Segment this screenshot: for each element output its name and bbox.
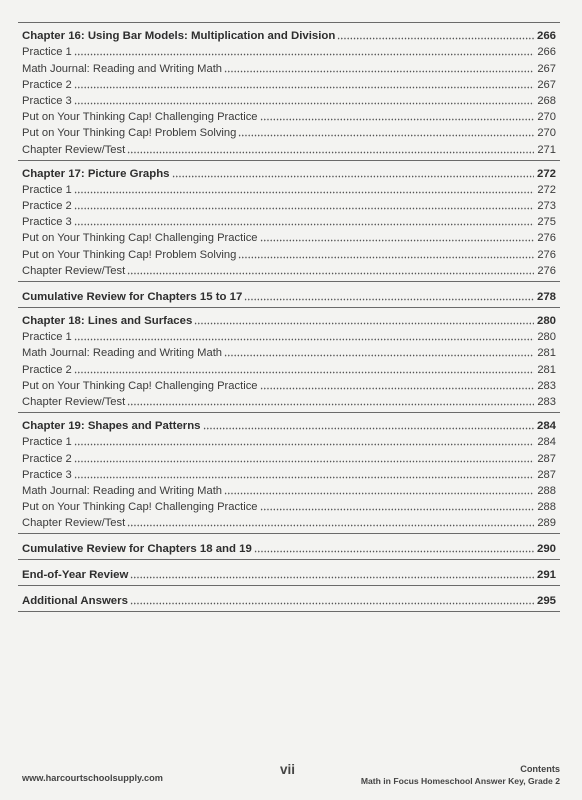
toc-page-number: 276 [537, 232, 556, 245]
table-of-contents [18, 22, 560, 612]
dot-leader [172, 175, 535, 178]
toc-page-number: 284 [536, 420, 556, 433]
toc-page-number: 281 [537, 363, 556, 376]
toc-entry-label: Put on Your Thinking Cap! Challenging Practice [22, 111, 258, 124]
toc-entry-label: Practice 3 [22, 94, 72, 107]
dot-leader [74, 443, 534, 446]
dot-leader [203, 427, 534, 430]
dot-leader [238, 256, 534, 259]
toc-heading-row [22, 590, 556, 608]
toc-entry-row [22, 449, 556, 465]
toc-page-number: 266 [536, 30, 556, 43]
dot-leader [254, 550, 534, 553]
toc-section [18, 534, 560, 560]
toc-page-number: 288 [537, 501, 556, 514]
toc-section [18, 282, 560, 308]
toc-section [18, 413, 560, 534]
toc-entry-row [22, 328, 556, 344]
toc-page-number: 271 [537, 143, 556, 156]
toc-entry-label: Practice 2 [22, 78, 72, 91]
footer-website: www.harcourtschoolsupply.com [22, 773, 163, 783]
toc-page-number: 289 [537, 517, 556, 530]
toc-entry-label: Put on Your Thinking Cap! Challenging Practice [22, 379, 258, 392]
toc-entry-row [22, 197, 556, 213]
toc-entry-label: Additional Answers [22, 595, 128, 608]
toc-page-number: 287 [537, 468, 556, 481]
toc-section [18, 560, 560, 586]
toc-entry-label: Practice 2 [22, 452, 72, 465]
toc-entry-row [22, 59, 556, 75]
toc-entry-row [22, 229, 556, 245]
toc-entry-label: Chapter 16: Using Bar Models: Multiplication and Division [22, 30, 336, 43]
dot-leader [127, 151, 534, 154]
toc-entry-label: Cumulative Review for Chapters 15 to 17 [22, 290, 243, 303]
footer-book-title: Math in Focus Homeschool Answer Key, Grade 2 [360, 776, 560, 786]
toc-entry-label: Practice 1 [22, 331, 72, 344]
dot-leader [194, 322, 534, 325]
toc-entry-label: Math Journal: Reading and Writing Math [22, 347, 223, 360]
toc-section [18, 586, 560, 611]
dot-leader [130, 602, 534, 605]
dot-leader [238, 134, 534, 137]
toc-entry-row [22, 140, 556, 156]
toc-entry-row [22, 393, 556, 409]
toc-entry-label: Put on Your Thinking Cap! Challenging Practice [22, 232, 258, 245]
toc-section [18, 308, 560, 413]
dot-leader [74, 223, 534, 226]
toc-heading-row [22, 27, 556, 43]
toc-page-number: 266 [537, 46, 556, 59]
toc-page-number: 278 [536, 290, 556, 303]
toc-page-number: 280 [537, 331, 556, 344]
dot-leader [130, 576, 534, 579]
toc-entry-label: Put on Your Thinking Cap! Problem Solving [22, 127, 237, 140]
toc-page-number: 295 [536, 595, 556, 608]
toc-entry-row [22, 213, 556, 229]
toc-entry-row [22, 76, 556, 92]
toc-page-number: 273 [537, 200, 556, 213]
toc-page-number: 283 [537, 379, 556, 392]
toc-entry-row [22, 466, 556, 482]
toc-entry-label: Practice 3 [22, 468, 72, 481]
toc-page-number: 270 [537, 111, 556, 124]
toc-heading-row [22, 312, 556, 328]
dot-leader [224, 492, 534, 495]
toc-page-number: 287 [537, 452, 556, 465]
toc-entry-row [22, 92, 556, 108]
dot-leader [74, 460, 534, 463]
toc-page-number: 267 [537, 78, 556, 91]
toc-entry-label: Chapter Review/Test [22, 264, 126, 277]
toc-entry-row [22, 482, 556, 498]
toc-entry-label: Cumulative Review for Chapters 18 and 19 [22, 543, 252, 556]
toc-entry-label: Practice 2 [22, 363, 72, 376]
toc-entry-row [22, 433, 556, 449]
toc-page-number: 276 [537, 248, 556, 261]
toc-page-number: 280 [536, 315, 556, 327]
toc-page-number: 283 [537, 395, 556, 408]
toc-page-number: 288 [537, 484, 556, 497]
toc-entry-label: Put on Your Thinking Cap! Problem Solving [22, 248, 237, 261]
dot-leader [244, 298, 534, 301]
toc-entry-label: Chapter 19: Shapes and Patterns [22, 420, 201, 433]
toc-entry-label: Practice 3 [22, 216, 72, 229]
toc-page-number: 272 [537, 183, 556, 196]
toc-entry-label: Math Journal: Reading and Writing Math [22, 62, 223, 75]
toc-entry-row [22, 360, 556, 376]
dot-leader [127, 403, 534, 406]
toc-entry-label: Practice 1 [22, 46, 72, 59]
toc-entry-row [22, 262, 556, 278]
dot-leader [260, 387, 534, 390]
toc-page-number: 281 [537, 347, 556, 360]
toc-entry-row [22, 108, 556, 124]
dot-leader [74, 476, 534, 479]
toc-entry-label: Chapter 17: Picture Graphs [22, 167, 170, 180]
dot-leader [74, 371, 534, 374]
toc-entry-row [22, 514, 556, 530]
toc-entry-label: Chapter 18: Lines and Surfaces [22, 315, 193, 327]
toc-entry-label: Chapter Review/Test [22, 517, 126, 530]
toc-page-number: 270 [537, 127, 556, 140]
toc-entry-row [22, 498, 556, 514]
dot-leader [74, 191, 534, 194]
toc-entry-row [22, 181, 556, 197]
dot-leader [260, 118, 534, 121]
dot-leader [224, 354, 534, 357]
toc-heading-row [22, 165, 556, 181]
toc-heading-row [22, 417, 556, 433]
toc-entry-row [22, 43, 556, 59]
toc-heading-row [22, 564, 556, 582]
toc-entry-label: Practice 2 [22, 200, 72, 213]
dot-leader [74, 102, 534, 105]
toc-entry-label: Math Journal: Reading and Writing Math [22, 484, 223, 497]
toc-section [18, 23, 560, 161]
toc-heading-row [22, 538, 556, 556]
toc-entry-row [22, 344, 556, 360]
toc-page-number: 272 [536, 167, 556, 180]
dot-leader [224, 70, 534, 73]
toc-page-number: 267 [537, 62, 556, 75]
footer-page-number: vii [280, 762, 296, 777]
toc-section [18, 161, 560, 282]
toc-page-number: 284 [537, 436, 556, 449]
toc-entry-label: Practice 1 [22, 436, 72, 449]
toc-entry-label: Put on Your Thinking Cap! Challenging Practice [22, 501, 258, 514]
dot-leader [127, 524, 534, 527]
toc-heading-row [22, 286, 556, 304]
dot-leader [74, 207, 534, 210]
toc-page-number: 276 [537, 264, 556, 277]
dot-leader [74, 86, 534, 89]
toc-entry-row [22, 245, 556, 261]
toc-page-number: 275 [537, 216, 556, 229]
toc-entry-label: Practice 1 [22, 183, 72, 196]
dot-leader [74, 53, 534, 56]
toc-page-number: 291 [536, 569, 556, 582]
dot-leader [127, 272, 534, 275]
toc-entry-row [22, 377, 556, 393]
dot-leader [260, 239, 534, 242]
toc-page-number: 268 [537, 94, 556, 107]
dot-leader [74, 338, 534, 341]
dot-leader [337, 37, 534, 40]
footer-section-name: Contents [520, 764, 560, 774]
toc-entry-label: Chapter Review/Test [22, 143, 126, 156]
toc-page-number: 290 [536, 543, 556, 556]
dot-leader [260, 508, 534, 511]
toc-entry-label: End-of-Year Review [22, 569, 129, 582]
toc-entry-label: Chapter Review/Test [22, 395, 126, 408]
toc-entry-row [22, 124, 556, 140]
